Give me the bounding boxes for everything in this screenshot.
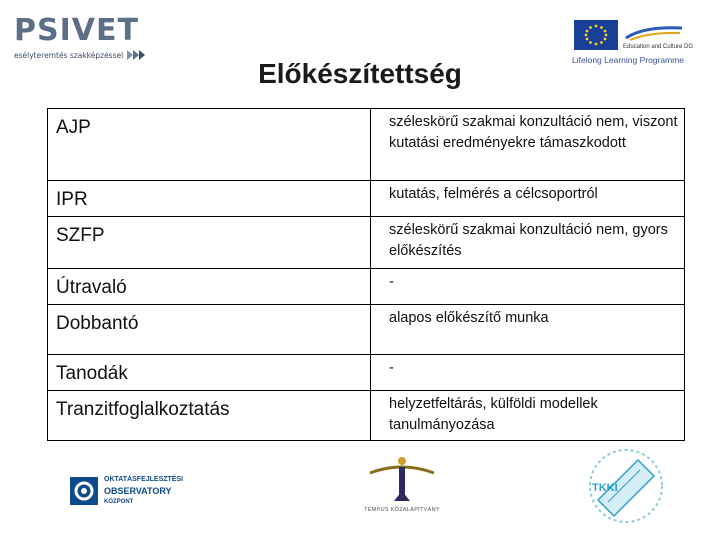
ofi-mark-icon (70, 477, 98, 505)
ofi-line2: OBSERVATORY (104, 486, 172, 496)
preparation-cell: alapos előkészítő munka (371, 305, 685, 355)
table-row (48, 355, 685, 391)
tkki-label: TKKI (592, 482, 618, 494)
program-cell: Útravaló (48, 269, 371, 305)
preparation-cell: - (371, 269, 685, 305)
ofi-logo (70, 473, 184, 513)
table-row (48, 305, 685, 355)
table-row (48, 391, 685, 441)
preparation-cell: - (371, 355, 685, 391)
table-row (48, 217, 685, 269)
preparation-cell: széleskörű szakmai konzultáció nem, viszont kutatási eredményekre támaszkodott (371, 109, 685, 181)
table-row (48, 181, 685, 217)
program-cell: AJP (48, 109, 371, 181)
programme-label: Lifelong Learning Programme (572, 55, 684, 65)
ofi-line1: OKTATÁSFEJLESZTÉSI (104, 476, 184, 483)
preparation-cell: széleskörű szakmai konzultáció nem, gyors előkészítés (371, 217, 685, 269)
psivet-logo-tagline: esélyteremtés szakképzéssel (14, 50, 124, 60)
table-row (48, 269, 685, 305)
table-row (48, 109, 685, 181)
preparation-cell: kutatás, felmérés a célcsoportról (371, 181, 685, 217)
tempus-caption: TEMPUS KÖZALAPÍTVÁNY (364, 507, 440, 513)
tempus-figure-icon (364, 455, 440, 507)
page-title: Előkészítettség (258, 58, 462, 89)
tempus-logo (364, 455, 440, 517)
program-cell: Tanodák (48, 355, 371, 391)
psivet-logo-word: PSIVET (14, 13, 139, 48)
psivet-logo (14, 14, 164, 64)
program-cell: Tranzitfoglalkoztatás (48, 391, 371, 441)
program-cell: IPR (48, 181, 371, 217)
ofi-line3: KÖZPONT (104, 499, 134, 505)
eu-flag-icon (574, 20, 618, 50)
program-cell: Dobbantó (48, 305, 371, 355)
tkki-logo (578, 440, 674, 530)
preparation-cell: helyzetfeltárás, külföldi modellek tanulmányozása (371, 391, 685, 441)
dg-eac-logo (624, 24, 684, 42)
dg-label: Education and Culture DG (623, 44, 694, 50)
program-cell: SZFP (48, 217, 371, 269)
preparedness-table (47, 108, 685, 441)
